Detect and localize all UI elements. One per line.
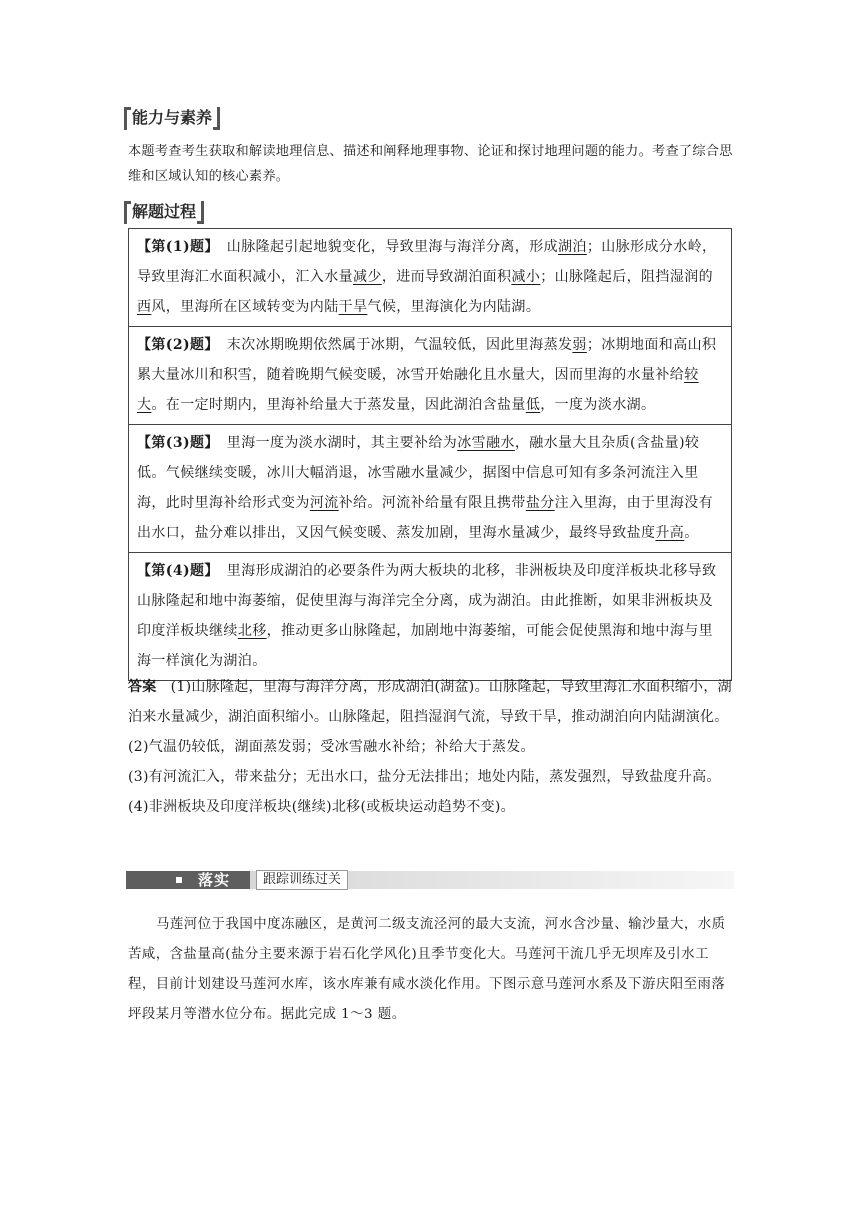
explanation-text: 注入里海，由于里海没有出水口，盐分难以排出，又因气候变暖、蒸发加剧，里海水量减少，最终导致盐度: [137, 495, 714, 541]
question-tag: 【第(4)题】: [137, 563, 219, 579]
solution-box: [128, 228, 732, 681]
explanation-text: 山脉隆起引起地貌变化，导致里海与海洋分离，形成: [226, 239, 558, 255]
key-term: 干旱: [338, 299, 368, 315]
explanation-text: 里海一度为淡水湖时，其主要补给为: [226, 435, 458, 451]
key-term: 湖泊: [558, 239, 587, 255]
key-term: 减小: [511, 269, 541, 285]
question-stem-text: 马莲河位于我国中度冻融区，是黄河二级支流泾河的最大支流，河水含沙量、输沙量大，水质苦咸，含盐量高(盐分主要来源于岩石化学风化)且季节变化大。马莲河干流几乎无坝库及引水工程，目前计划建设马莲河水库，该水库兼有咸水淡化作用。下图示意马莲河水系及下游庆阳至雨落坪段某月等潜水位分布。据此完成 1～3 题。: [128, 917, 726, 1022]
solution-row: [129, 424, 731, 552]
key-term: 减少: [353, 269, 382, 285]
explanation-text: ，融水量大且杂质(含盐量)较低。气候继续变暖，冰川大幅消退，冰雪融水量减少，据图中信息可知有多条河流注入里海，此时里海补给形式变为: [137, 435, 700, 511]
solution-row: [129, 229, 731, 326]
banner-title: 落实: [198, 871, 231, 889]
explanation-text: ；山脉形成分水岭，导致里海汇水面积减小，汇入水量: [137, 239, 717, 285]
square-bullet-icon: [176, 877, 182, 883]
explanation-text: 。: [684, 525, 699, 541]
ability-paragraph: 本题考查考生获取和解读地理信息、描述和阐释地理事物、论证和探讨地理问题的能力。考查了综合思维和区域认知的核心素养。: [128, 144, 733, 184]
key-term: 弱: [572, 337, 587, 353]
answer-text: (1)山脉隆起，里海与海洋分离，形成湖泊(湖盆)。山脉隆起，导致里海汇水面积缩小，湖泊来水量减少，湖泊面积缩小。山脉隆起，阻挡湿润气流，导致干旱，推动湖泊向内陆湖演化。: [128, 679, 732, 725]
explanation-text: 气候，里海演化为内陆湖。: [367, 299, 541, 315]
key-term: 低: [525, 397, 541, 413]
explanation-text: 末次冰期晚期依然属于冰期，气温较低，因此里海蒸发: [226, 337, 573, 353]
explanation-text: ；冰期地面和高山积累大量冰川和积雪，随着晚期气候变暖，冰雪开始融化且水量大，因而里海的水量补给: [137, 337, 717, 383]
key-term: 西: [137, 299, 152, 315]
banner-dark-block: [126, 871, 250, 889]
key-term: 升高: [655, 525, 685, 541]
solution-row: [129, 552, 731, 680]
explanation-text: 。在一定时期内，里海补给量大于蒸发量，因此湖泊含盐量: [151, 397, 526, 413]
explanation-text: 补给。河流补给量有限且携带: [338, 495, 526, 511]
question-tag: 【第(2)题】: [137, 337, 219, 353]
explanation-text: 风，里海所在区域转变为内陆: [151, 299, 339, 315]
explanation-text: ，推动更多山脉隆起，加剧地中海萎缩，可能会促使黑海和地中海与里海一样演化为湖泊。: [137, 623, 714, 669]
question-tag: 【第(3)题】: [137, 435, 219, 451]
key-term: 较大: [137, 367, 699, 413]
explanation-text: ，进而导致湖泊面积: [381, 269, 512, 285]
practice-banner: [126, 868, 734, 892]
explanation-text: ，一度为淡水湖。: [540, 397, 656, 413]
answer-label: 答案: [128, 679, 157, 695]
key-term: 冰雪融水: [457, 435, 515, 451]
solution-row: [129, 326, 731, 424]
section-heading-solution: 解题过程: [124, 200, 196, 224]
key-term: 北移: [237, 623, 267, 639]
question-tag: 【第(1)题】: [137, 239, 219, 255]
explanation-text: ；山脉隆起后，阻挡湿润的: [540, 269, 714, 285]
explanation-text: 里海形成湖泊的必要条件为两大板块的北移，非洲板块及印度洋板块北移导致山脉隆起和地中海萎缩，促使里海与海洋完全分离，成为湖泊。由此推断，如果非洲板块及印度洋板块继续: [137, 563, 717, 639]
answer-line: [128, 672, 740, 732]
answer-line: (3)有河流汇入，带来盐分；无出水口，盐分无法排出；地处内陆，蒸发强烈，导致盐度升高。: [128, 769, 721, 785]
section-heading-ability: 能力与素养: [124, 106, 212, 130]
key-term: 盐分: [525, 495, 555, 511]
answer-line: (2)气温仍较低，湖面蒸发弱；受冰雪融水补给；补给大于蒸发。: [128, 739, 535, 755]
question-stem-paragraph: [128, 910, 736, 1030]
answer-line: (4)非洲板块及印度洋板块(继续)北移(或板块运动趋势不变)。: [128, 799, 515, 815]
key-term: 河流: [309, 495, 339, 511]
banner-subtitle: 跟踪训练过关: [256, 870, 348, 890]
answer-block: [128, 672, 740, 822]
